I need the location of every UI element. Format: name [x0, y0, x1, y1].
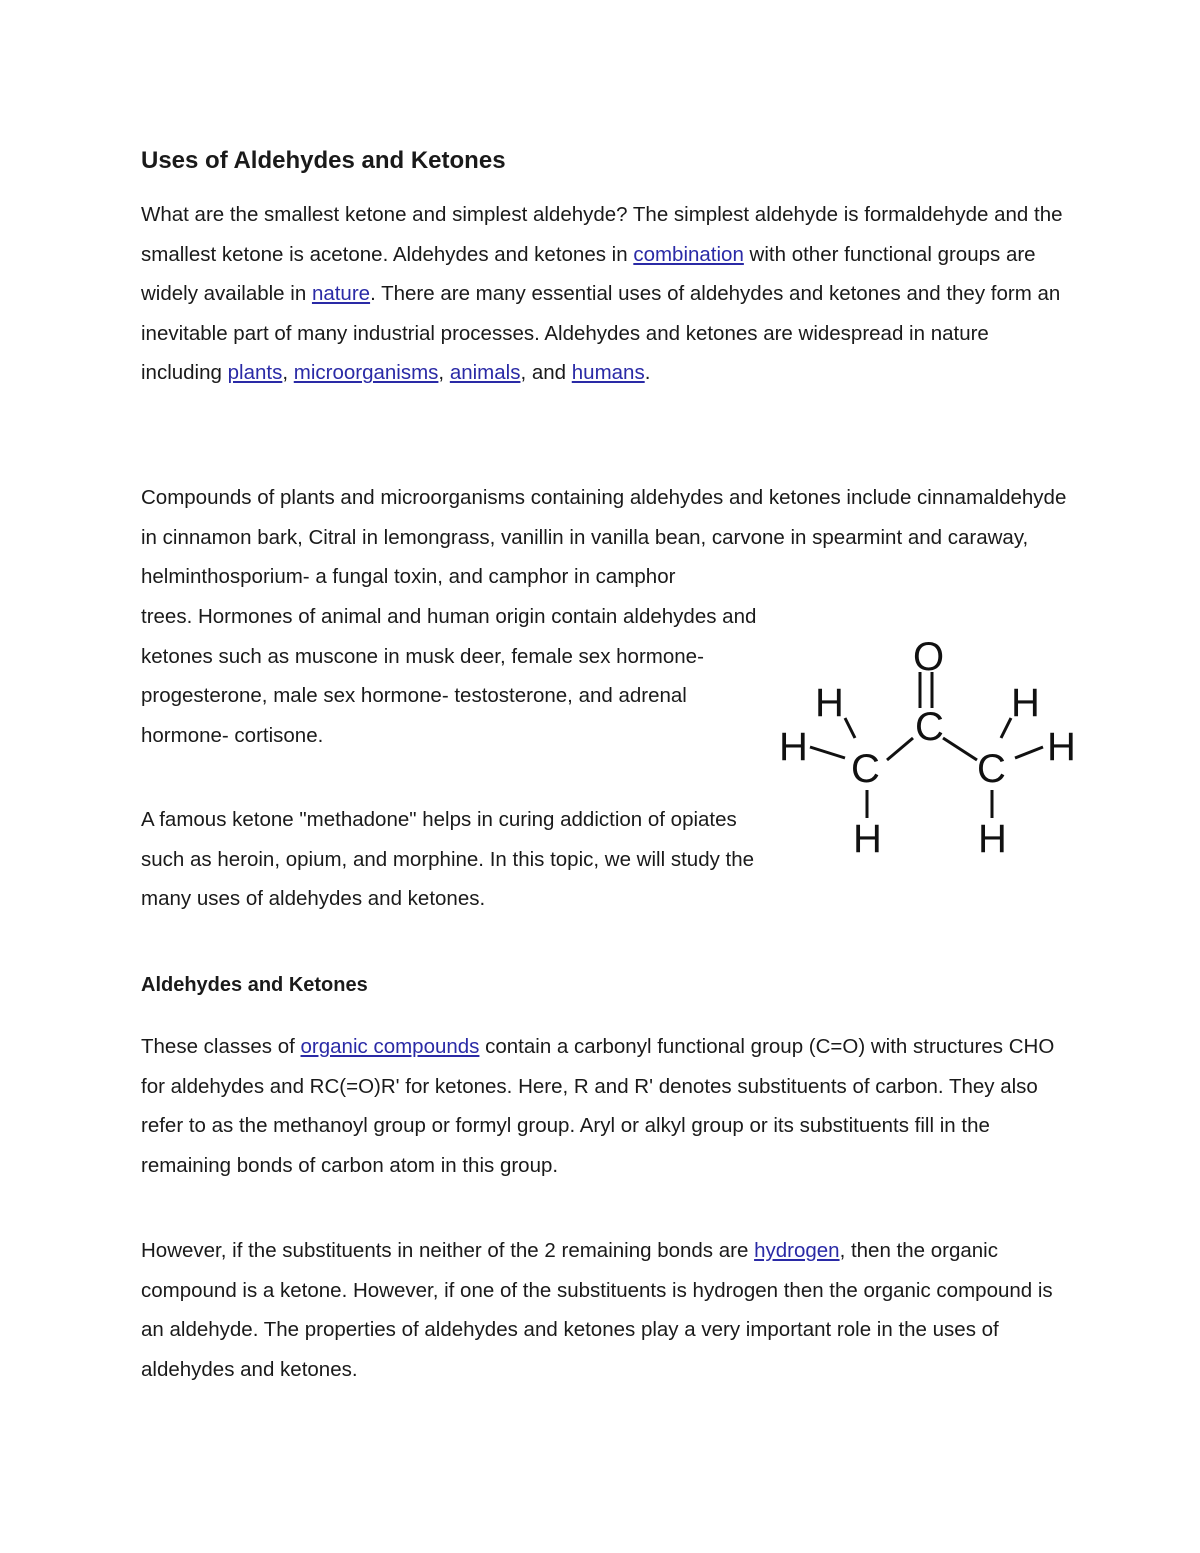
bond-c2-c1: [887, 738, 913, 760]
hydrogen-atom-left-label: H: [779, 725, 808, 769]
hormones-paragraph: trees. Hormones of animal and human origin contain aldehydes and ketones such as muscone in musk deer, female sex hormone- progesterone, male sex hormone- testosterone, and adrenal hormone- cortisone.: [141, 605, 757, 747]
intro-paragraph: [141, 195, 1071, 393]
classes-text-1: These classes of: [141, 1035, 301, 1058]
hydrogen-atom-right-label: H: [1047, 725, 1076, 769]
intro-text-3: . There are many essential uses of aldehydes and ketones and they form an inevitable part of many industrial processes. Aldehydes and ketones are widespread in nature including: [141, 282, 1061, 385]
compounds-paragraph: Compounds of plants and microorganisms containing aldehydes and ketones include cinnamaldehyde in cinnamon bark, Citral in lemongrass, vanillin in vanilla bean, carvone in spearmint and caraway, helminthosporium- a fungal toxin, and camphor in camphor: [141, 486, 1067, 589]
page-title: Uses of Aldehydes and Ketones: [141, 147, 506, 174]
intro-text-5: ,: [438, 361, 450, 385]
intro-text-1: What are the smallest ketone and simplest aldehyde? The simplest aldehyde is formaldehyde and the smallest ketone is acetone. Aldehydes and ketones in: [141, 203, 1063, 266]
humans-link[interactable]: humans: [571, 361, 645, 385]
intro-text-6: , and: [520, 361, 572, 385]
bond-c1-h-left: [810, 747, 845, 758]
microorganisms-link[interactable]: microorganisms: [293, 361, 439, 385]
hydrogen-atom-top-left-label: H: [815, 681, 844, 725]
animals-link[interactable]: animals: [449, 361, 521, 385]
methadone-paragraph: A famous ketone "methadone" helps in curing addiction of opiates such as heroin, opium, and morphine. In this topic, we will study the many uses of aldehydes and ketones.: [141, 808, 755, 911]
classes-text-2: contain a carbonyl functional group (C=O) with structures CHO for aldehydes and RC(=O)R' for ketones. Here, R and R' denotes substituents of carbon. They also refer to as the methanoyl group or formyl group. Aryl or alkyl group or its substituents fill in the remaining bonds of carbon atom in this group.: [141, 1035, 1055, 1177]
organic-compounds-link[interactable]: organic compounds: [300, 1035, 480, 1058]
intro-text-4: ,: [282, 361, 294, 385]
carbon-atom-left-label: C: [851, 747, 880, 791]
plants-link[interactable]: plants: [227, 361, 283, 385]
hydrogen-atom-top-right-label: H: [1011, 681, 1040, 725]
intro-text-7: .: [644, 361, 651, 385]
however-text-2: , then the organic compound is a ketone. However, if one of the substituents is hydrogen then the organic compound is an aldehyde. The properties of aldehydes and ketones play a very important role in the uses of aldehydes and ketones.: [141, 1239, 1053, 1381]
section-heading: Aldehydes and Ketones: [141, 974, 368, 996]
bond-c2-c3: [943, 738, 977, 760]
nature-link[interactable]: nature: [311, 282, 371, 306]
combination-link[interactable]: combination: [633, 242, 744, 266]
hydrogen-atom-bottom-left-label: H: [853, 817, 882, 861]
oxygen-atom-label: O: [913, 635, 945, 679]
intro-text-2: with other functional groups are widely available in: [141, 242, 1036, 306]
acetone-structure-diagram: [775, 630, 1085, 865]
carbon-atom-right-label: C: [977, 747, 1006, 791]
bond-c3-h-top: [1001, 718, 1011, 738]
hydrogen-atom-bottom-right-label: H: [978, 817, 1007, 861]
hydrogen-link[interactable]: hydrogen: [754, 1239, 840, 1262]
classes-paragraph: [141, 1027, 1071, 1185]
carbon-atom-center-label: C: [915, 705, 944, 749]
bond-c3-h-right: [1015, 747, 1043, 758]
bond-c1-h-top: [845, 718, 855, 738]
however-text-1: However, if the substituents in neither of the 2 remaining bonds are: [141, 1239, 755, 1262]
however-paragraph: [141, 1231, 1071, 1389]
